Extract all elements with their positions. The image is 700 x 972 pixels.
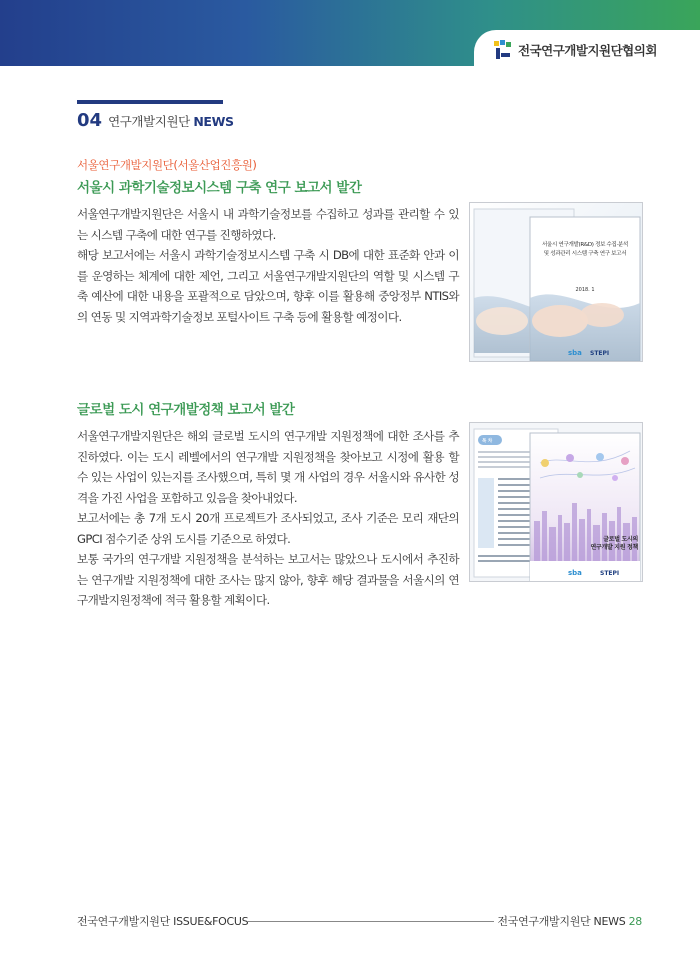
cover-logo-sba: sba — [568, 349, 582, 357]
org-header — [474, 30, 700, 70]
footer-publication: 전국연구개발지원단 ISSUE&FOCUS — [77, 915, 249, 928]
section-divider — [77, 100, 223, 104]
cover-logo-stepi: STEPI — [590, 350, 610, 357]
article-headline: 서울시 과학기술정보시스템 구축 연구 보고서 발간 — [77, 180, 362, 196]
footer-section: 전국연구개발지원단 NEWS 28 — [497, 915, 642, 928]
org-name: 전국연구개발지원단협의회 — [518, 43, 657, 58]
article-kicker: 서울연구개발지원단(서울산업진흥원) — [77, 158, 257, 172]
article-paragraph: 서울연구개발지원단은 해외 글로벌 도시의 연구개발 지원정책에 대한 조사를 추진하였다. 이는 도시 레벨에서의 연구개발 지원정책을 찾아보고 시정에 활용 할 수 있는 사업이 있는지를 조사했으며, 특히 몇 개 사업의 경우 서울시와 유사한 성격을 가진 사업을 포함하고 있음을 찾아내었다. — [77, 429, 459, 505]
section-number: 04 — [77, 110, 103, 131]
cover-logo-stepi: STEPI — [600, 570, 620, 577]
cover-title: 서울시 연구개발(R&D) 정보 수집·분석 및 성과관리 시스템 구축 연구 보고서 — [541, 242, 629, 257]
org-logo-icon — [492, 39, 514, 61]
article-paragraph: 서울연구개발지원단은 서울시 내 과학기술정보를 수집하고 성과를 관리할 수 있는 시스템 구축에 대한 연구를 진행하였다. — [77, 207, 459, 242]
article-global-city-policy — [77, 398, 459, 611]
report-cover-image-1 — [469, 202, 643, 362]
report-cover-image-2 — [469, 422, 643, 582]
article-paragraph: 해당 보고서에는 서울시 과학기술정보시스템 구축 시 DB에 대한 표준화 안과 이를 운영하는 체계에 대한 제언, 그리고 서울연구개발지원단의 역할 및 시스템 구축 예산에 대한 내용을 포괄적으로 담았으며, 향후 이를 활용해 중앙정부 NTIS와의 연동 및 지역과학기술정보 포털사이트 구축 등에 활용할 예정이다. — [77, 248, 459, 324]
footer-divider — [248, 921, 494, 922]
article-paragraph: 보고서에는 총 7개 도시 20개 프로젝트가 조사되었고, 조사 기준은 모리 재단의 GPCI 점수기준 상위 도시를 기준으로 하였다. — [77, 511, 459, 546]
page-number: 28 — [628, 915, 642, 928]
section-heading — [77, 110, 234, 131]
cover-date: 2018. 1 — [575, 287, 595, 293]
section-title: 연구개발지원단 NEWS — [108, 114, 234, 129]
article-science-info-system — [77, 157, 459, 327]
article-headline: 글로벌 도시 연구개발정책 보고서 발간 — [77, 402, 295, 418]
cover-logo-sba: sba — [568, 569, 582, 577]
cover-toc-heading: 목 차 — [482, 439, 493, 444]
article-paragraph: 보통 국가의 연구개발 지원정책을 분석하는 보고서는 많았으나 도시에서 추진하는 연구개발 지원정책에 대한 조사는 많지 않아, 향후 해당 결과물을 서울시의 연구개발지원정책에 적극 활용할 계획이다. — [77, 552, 459, 607]
article-body — [77, 426, 459, 611]
cover-title: 글로벌 도시의 연구개발 지원 정책 — [590, 536, 638, 551]
article-body — [77, 204, 459, 327]
